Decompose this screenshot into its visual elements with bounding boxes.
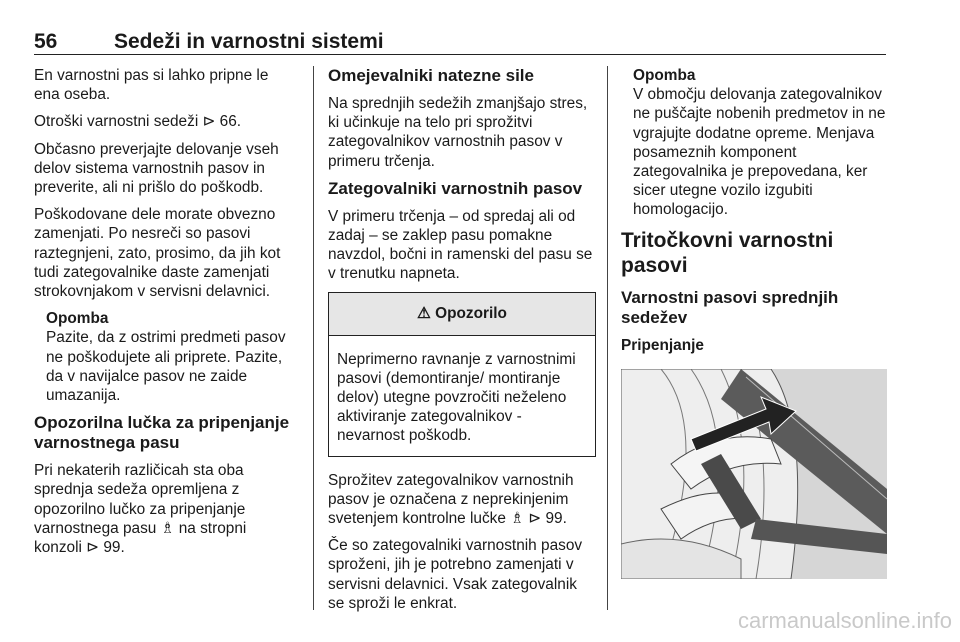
section-heading: Tritočkovni varnostni pasovi: [621, 228, 834, 277]
paragraph: Sprožitev zategovalnikov varnostnih pasov je označena z neprekinjenim svetenjem kontrolne lučke ♗ ⊳ 99.: [328, 471, 574, 528]
column-3: [621, 66, 887, 579]
note-title: Opomba: [633, 67, 696, 84]
column-1: [34, 66, 296, 565]
column-2: [328, 66, 596, 621]
page-number: 56: [34, 30, 58, 53]
warning-header: [329, 293, 595, 336]
paragraph: V primeru trčenja – od spredaj ali od zadaj – se zaklep pasu pomakne navzdol, bočni in ramenski del pasu se v trenutku napneta.: [328, 207, 593, 283]
paragraph: Na sprednjih sedežih zmanjšajo stres, ki učinkuje na telo pri sprožitvi zategovalnikov varnostnih pasov v primeru trčenja.: [328, 95, 588, 170]
section-heading: Zategovalniki varnostnih pasov: [328, 178, 583, 198]
subsection-heading: Varnostni pasovi sprednjih sedežev: [621, 287, 839, 327]
column-divider: [313, 66, 314, 610]
paragraph: Če so zategovalniki varnostnih pasov sproženi, jih je potrebno zamenjati v servisni delavnici. Vsak zategovalnik se sproži le enkrat.: [328, 537, 583, 612]
section-heading: Omejevalniki natezne sile: [328, 66, 534, 85]
note: [34, 309, 296, 405]
subsection-heading: Pripenjanje: [621, 336, 704, 354]
warning-box: [328, 292, 596, 457]
column-divider: [607, 66, 608, 610]
warning-icon: ⚠: [417, 304, 431, 322]
paragraph: Pri nekaterih različicah sta oba sprednja sedeža opremljena z opozorilno lučko za pripenjanje varnostnega pasu ♗ na stropni konzoli ⊳ 99.: [34, 462, 247, 557]
paragraph: Otroški varnostni sedeži ⊳ 66.: [34, 113, 242, 131]
seat-belt-illustration: [621, 369, 887, 579]
note-text: V območju delovanja zategovalnikov ne puščajte nobenih predmetov in ne vgrajujte dodatne opreme. Menjava posameznih komponent zategovalnika je prepovedana, ker sicer utegne vozilo izgubiti homologacijo.: [633, 86, 886, 219]
paragraph: Poškodovane dele morate obvezno zamenjati. Po nesreči so pasovi raztegnjeni, zato, prosimo, da jih kot tudi zategovalnike daste zamenjati strokovnjakom v servisni delavnici.: [34, 206, 281, 301]
page-header: [34, 30, 886, 55]
watermark: carmanualsonline.info: [737, 608, 952, 633]
section-heading: Opozorilna lučka za pripenjanje varnostnega pasu: [34, 413, 290, 453]
paragraph: Občasno preverjajte delovanje vseh delov sistema varnostnih pasov in preverite, ali ni prišlo do poškodb.: [34, 140, 279, 197]
paragraph: En varnostni pas si lahko pripne le ena oseba.: [34, 67, 269, 104]
note-title: Opomba: [46, 310, 109, 328]
page-title: Sedeži in varnostni sistemi: [114, 30, 384, 53]
warning-text: Neprimerno ravnanje z varnostnimi pasovi (demontiranje/ montiranje delov) utegne povzročiti neželeno aktiviranje zategovalnikov - nevarnost poškodb.: [337, 350, 576, 445]
seat-belt-icon: [621, 369, 887, 579]
note: [621, 66, 887, 220]
note-text: Pazite, da z ostrimi predmeti pasov ne poškodujete ali priprete. Pazite, da v navijalce pasov ne zaide umazanija.: [46, 329, 286, 405]
warning-title: Opozorilo: [435, 304, 507, 322]
